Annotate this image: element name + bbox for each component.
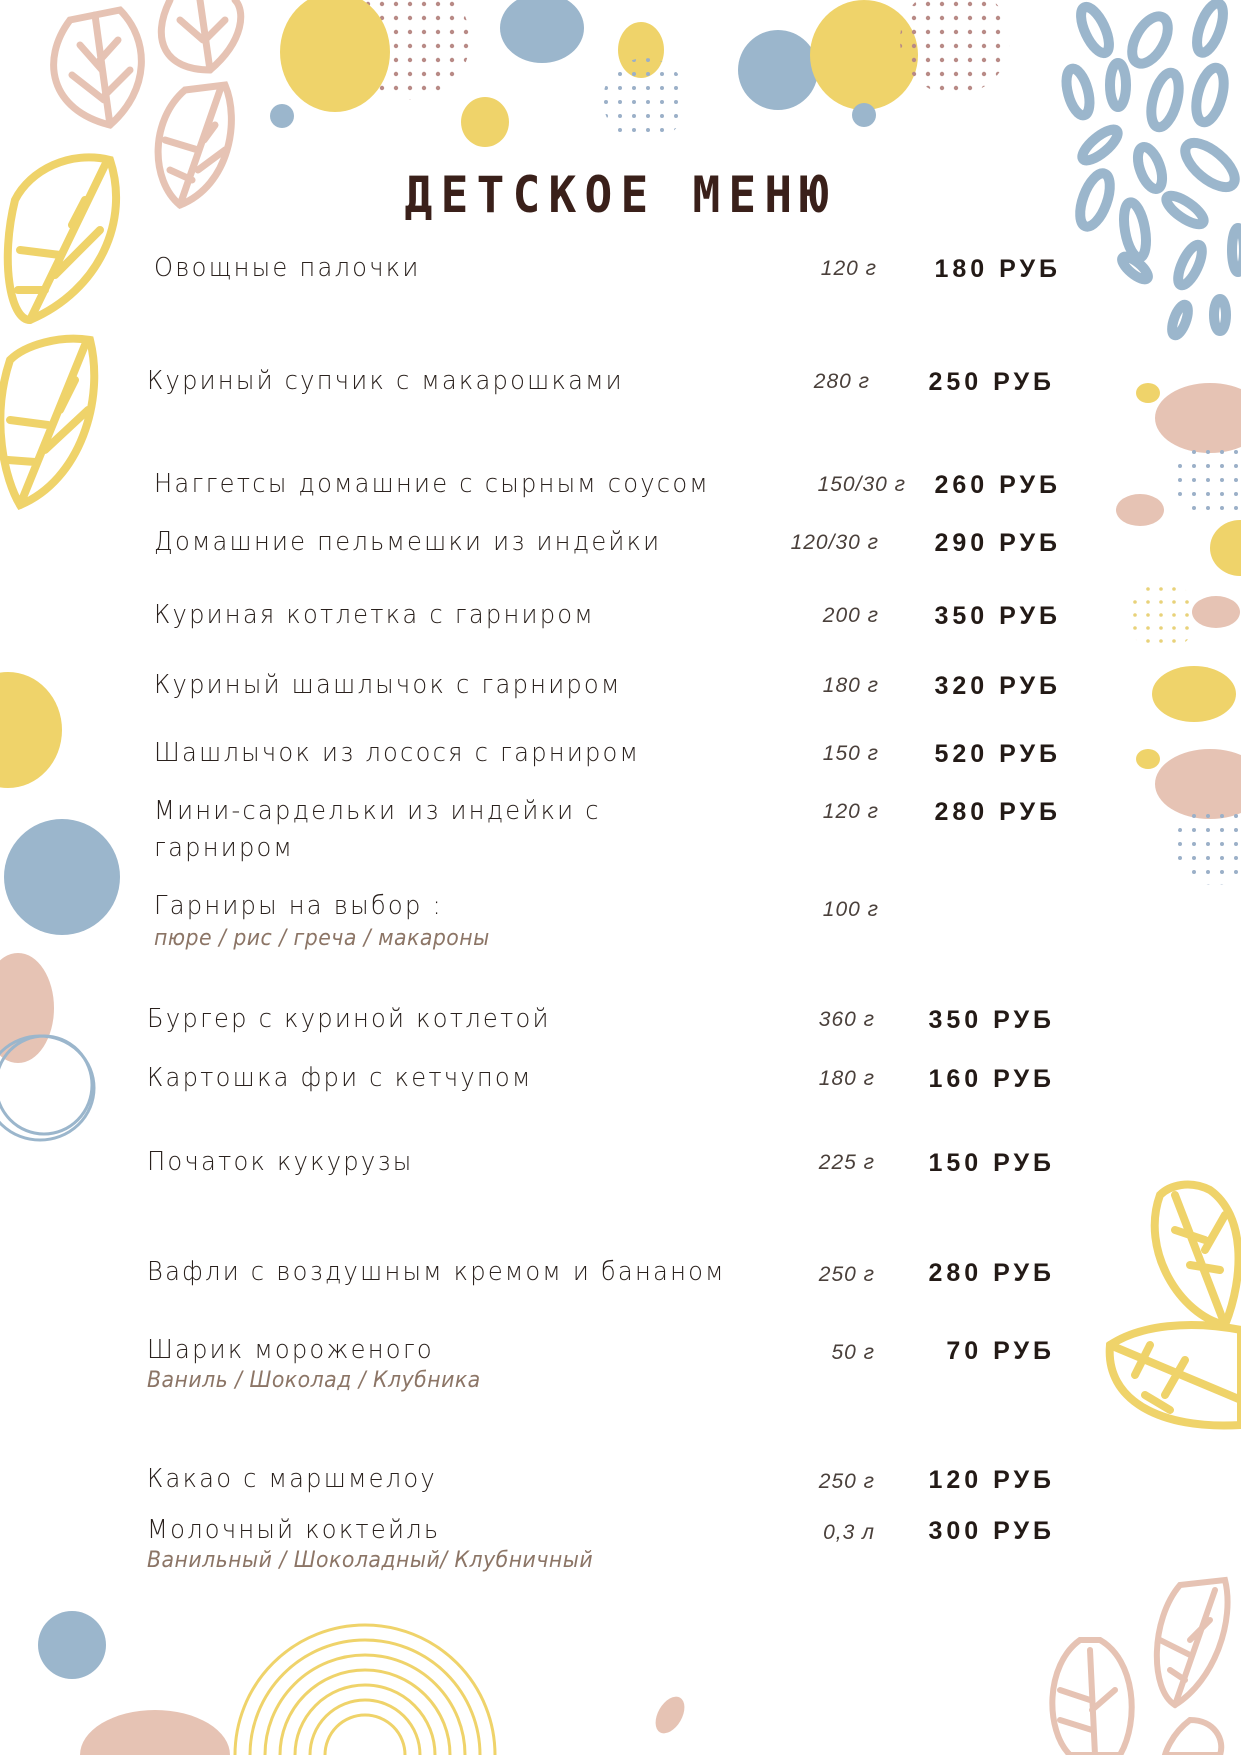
dot-pattern [350, 0, 470, 100]
menu-item [0, 469, 1241, 505]
menu-item [0, 796, 1241, 872]
item-name: Шарик мороженого [147, 1335, 434, 1365]
item-options: Ванильный / Шоколадный/ Клубничный [147, 1548, 594, 1573]
menu-item [0, 253, 1241, 289]
item-weight: 225 г [818, 1151, 875, 1174]
item-price: 350 РУБ [928, 1006, 1055, 1034]
item-price: 280 РУБ [928, 1259, 1055, 1287]
menu-item [0, 1515, 1241, 1585]
item-price: 300 РУБ [928, 1517, 1055, 1545]
item-name: Мини-сардельки из индейки с [154, 796, 601, 826]
page-title: ДЕТСКОЕ МЕНЮ [404, 166, 837, 224]
menu-item [0, 1004, 1241, 1040]
item-price: 150 РУБ [928, 1149, 1055, 1177]
menu-item [0, 670, 1241, 706]
menu-item [0, 891, 1241, 961]
item-name: Куриный шашлычок с гарниром [154, 670, 622, 700]
rainbow-lines [235, 1625, 495, 1755]
item-name: Вафли с воздушным кремом и бананом [147, 1257, 726, 1287]
item-weight: 120/30 г [790, 531, 879, 554]
item-weight: 280 г [813, 370, 870, 393]
item-price: 520 РУБ [934, 740, 1061, 768]
item-weight: 50 г [831, 1341, 875, 1364]
item-weight: 120 г [822, 800, 879, 823]
item-price: 250 РУБ [928, 368, 1055, 396]
item-price: 70 РУБ [946, 1337, 1055, 1365]
item-weight: 180 г [818, 1067, 875, 1090]
item-options: Ваниль / Шоколад / Клубника [147, 1368, 481, 1393]
item-price: 290 РУБ [934, 529, 1061, 557]
item-price: 260 РУБ [934, 471, 1061, 499]
menu-item [0, 600, 1241, 636]
menu-item [0, 1335, 1241, 1405]
menu-item [0, 738, 1241, 774]
leaf-icon [1052, 1580, 1227, 1755]
item-name: Куриный супчик с макарошками [147, 366, 624, 396]
item-weight: 250 г [818, 1263, 875, 1286]
item-name: Молочный коктейль [147, 1515, 441, 1545]
item-name: Гарниры на выбор : [154, 891, 443, 921]
item-name: Куриная котлетка с гарниром [154, 600, 595, 630]
item-weight: 180 г [822, 674, 879, 697]
item-weight: 0,3 л [823, 1521, 875, 1544]
menu-item [0, 1464, 1241, 1500]
item-price: 160 РУБ [928, 1065, 1055, 1093]
item-weight: 360 г [818, 1008, 875, 1031]
menu-item [0, 1063, 1241, 1099]
item-name: Початок кукурузы [147, 1147, 414, 1177]
menu-item [0, 366, 1241, 402]
item-price: 350 РУБ [934, 602, 1061, 630]
item-name: Овощные палочки [154, 253, 421, 283]
item-options: пюре / рис / греча / макароны [154, 926, 490, 951]
item-name: Наггетсы домашние с сырным соусом [154, 469, 710, 499]
item-price: 120 РУБ [928, 1466, 1055, 1494]
item-name-line2: гарниром [154, 833, 295, 863]
menu-item [0, 1147, 1241, 1183]
item-name: Бургер с куриной котлетой [147, 1004, 551, 1034]
item-weight: 250 г [818, 1470, 875, 1493]
item-price: 320 РУБ [934, 672, 1061, 700]
item-name: Домашние пельмешки из индейки [154, 527, 662, 557]
item-weight: 120 г [820, 257, 877, 280]
item-name: Шашлычок из лосося с гарниром [154, 738, 641, 768]
item-weight: 100 г [822, 898, 879, 921]
item-price: 180 РУБ [934, 255, 1061, 283]
item-weight: 150 г [822, 742, 879, 765]
item-price: 280 РУБ [934, 798, 1061, 826]
menu-item [0, 1257, 1241, 1293]
item-name: Картошка фри с кетчупом [147, 1063, 533, 1093]
item-weight: 200 г [822, 604, 879, 627]
item-name: Какао с маршмелоу [147, 1464, 437, 1494]
menu-item [0, 527, 1241, 563]
item-weight: 150/30 г [817, 473, 906, 496]
